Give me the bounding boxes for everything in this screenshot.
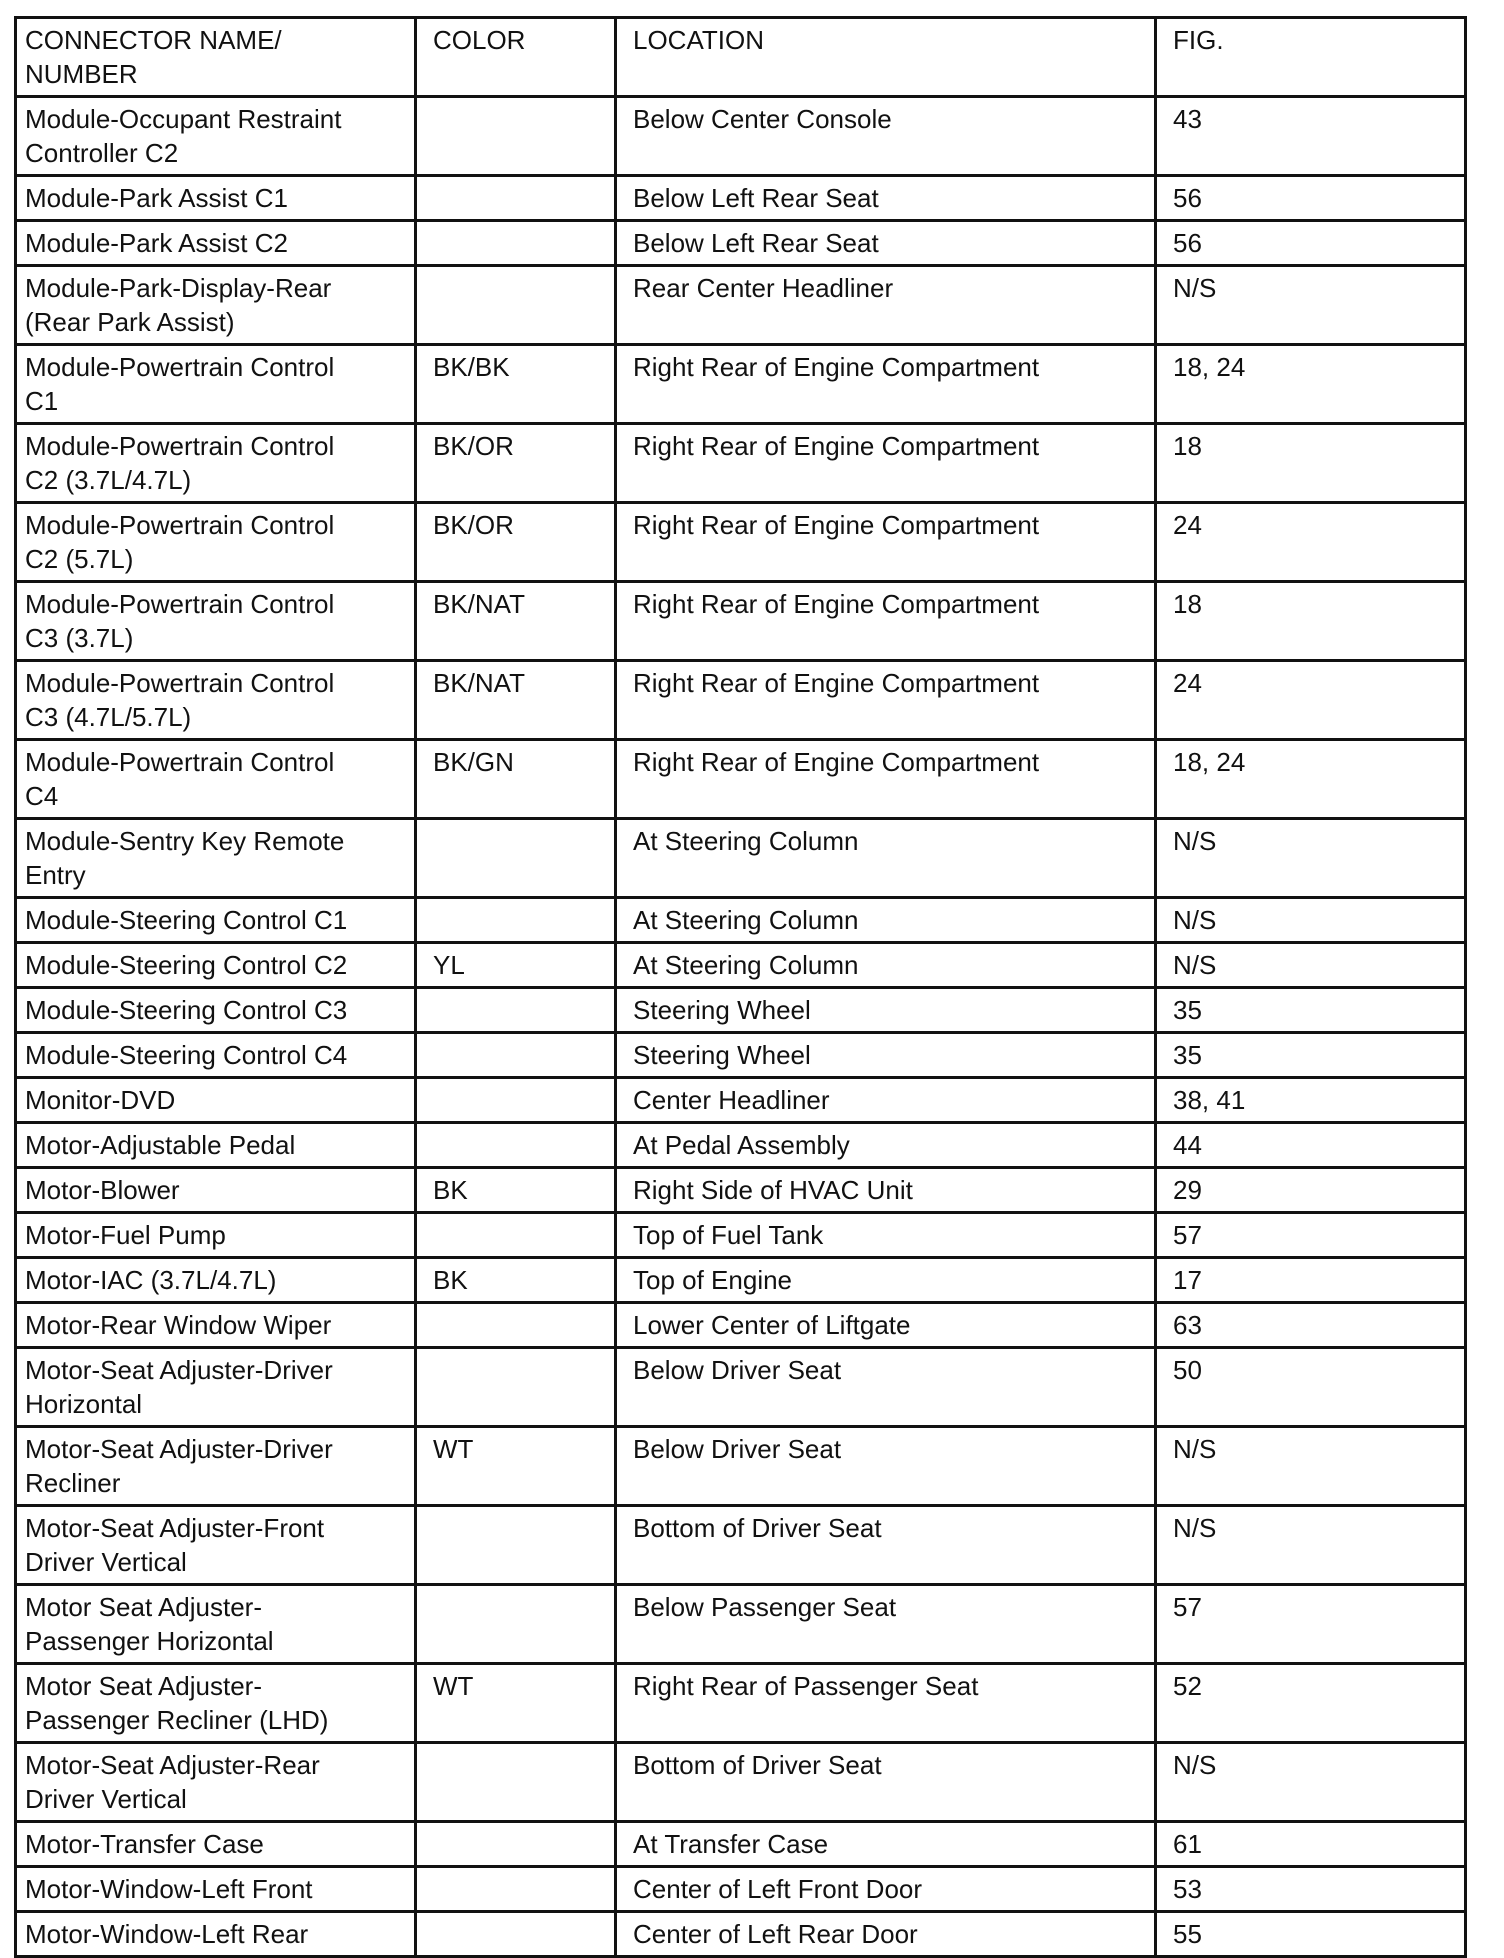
cell-color (416, 1822, 616, 1867)
cell-fig: 38, 41 (1156, 1078, 1466, 1123)
cell-color: BK/OR (416, 503, 616, 582)
cell-connector-name: Module-Powertrain Control C2 (3.7L/4.7L) (16, 424, 416, 503)
cell-location: Top of Fuel Tank (616, 1213, 1156, 1258)
cell-color: BK/BK (416, 345, 616, 424)
cell-fig: 18 (1156, 582, 1466, 661)
cell-color: BK/NAT (416, 661, 616, 740)
table-row (16, 1078, 1466, 1123)
cell-fig: N/S (1156, 266, 1466, 345)
cell-location: Right Rear of Engine Compartment (616, 740, 1156, 819)
cell-color: BK (416, 1168, 616, 1213)
cell-location: Bottom of Driver Seat (616, 1743, 1156, 1822)
cell-connector-name: Module-Steering Control C3 (16, 988, 416, 1033)
cell-fig: N/S (1156, 819, 1466, 898)
cell-color (416, 1078, 616, 1123)
cell-color: BK/GN (416, 740, 616, 819)
cell-fig: N/S (1156, 1506, 1466, 1585)
cell-connector-name: Motor-Blower (16, 1168, 416, 1213)
cell-connector-name: Motor-Seat Adjuster-Front Driver Vertical (16, 1506, 416, 1585)
table-row (16, 1822, 1466, 1867)
cell-connector-name: Motor-Rear Window Wiper (16, 1303, 416, 1348)
cell-connector-name: Module-Occupant Restraint Controller C2 (16, 97, 416, 176)
cell-connector-name: Motor-IAC (3.7L/4.7L) (16, 1258, 416, 1303)
table-row (16, 1867, 1466, 1912)
cell-location: Below Passenger Seat (616, 1585, 1156, 1664)
table-row (16, 503, 1466, 582)
cell-fig: 24 (1156, 503, 1466, 582)
header-connector-name: CONNECTOR NAME/ NUMBER (16, 18, 416, 97)
cell-fig: N/S (1156, 1427, 1466, 1506)
table-row (16, 943, 1466, 988)
cell-connector-name: Motor-Transfer Case (16, 1822, 416, 1867)
cell-fig: 43 (1156, 97, 1466, 176)
table-row (16, 345, 1466, 424)
table-header-row (16, 18, 1466, 97)
cell-connector-name: Module-Powertrain Control C4 (16, 740, 416, 819)
cell-location: Right Rear of Engine Compartment (616, 503, 1156, 582)
cell-fig: 18, 24 (1156, 740, 1466, 819)
cell-fig: 61 (1156, 1822, 1466, 1867)
cell-color (416, 819, 616, 898)
cell-fig: 35 (1156, 1033, 1466, 1078)
cell-color (416, 97, 616, 176)
cell-color: WT (416, 1427, 616, 1506)
cell-connector-name: Motor-Window-Left Rear (16, 1912, 416, 1957)
table-row (16, 898, 1466, 943)
cell-color (416, 1123, 616, 1168)
cell-location: At Pedal Assembly (616, 1123, 1156, 1168)
cell-location: Below Left Rear Seat (616, 176, 1156, 221)
cell-fig: 50 (1156, 1348, 1466, 1427)
table-row (16, 1033, 1466, 1078)
cell-location: Right Side of HVAC Unit (616, 1168, 1156, 1213)
cell-connector-name: Motor Seat Adjuster- Passenger Horizontal (16, 1585, 416, 1664)
cell-location: At Transfer Case (616, 1822, 1156, 1867)
cell-connector-name: Motor-Adjustable Pedal (16, 1123, 416, 1168)
cell-location: Below Driver Seat (616, 1427, 1156, 1506)
table-row (16, 266, 1466, 345)
cell-connector-name: Module-Powertrain Control C3 (4.7L/5.7L) (16, 661, 416, 740)
cell-location: Bottom of Driver Seat (616, 1506, 1156, 1585)
cell-connector-name: Motor-Fuel Pump (16, 1213, 416, 1258)
cell-color: BK (416, 1258, 616, 1303)
cell-color (416, 1348, 616, 1427)
cell-color: YL (416, 943, 616, 988)
cell-location: Below Center Console (616, 97, 1156, 176)
cell-fig: 18, 24 (1156, 345, 1466, 424)
cell-location: Right Rear of Passenger Seat (616, 1664, 1156, 1743)
cell-location: Right Rear of Engine Compartment (616, 345, 1156, 424)
cell-color (416, 1912, 616, 1957)
cell-fig: 17 (1156, 1258, 1466, 1303)
cell-color (416, 1743, 616, 1822)
cell-color (416, 1585, 616, 1664)
cell-color: BK/OR (416, 424, 616, 503)
cell-location: Center of Left Rear Door (616, 1912, 1156, 1957)
cell-location: Top of Engine (616, 1258, 1156, 1303)
header-fig: FIG. (1156, 18, 1466, 97)
cell-location: Right Rear of Engine Compartment (616, 424, 1156, 503)
cell-connector-name: Module-Powertrain Control C3 (3.7L) (16, 582, 416, 661)
table-row (16, 582, 1466, 661)
table-row (16, 176, 1466, 221)
cell-connector-name: Motor-Seat Adjuster-Rear Driver Vertical (16, 1743, 416, 1822)
table-row (16, 1213, 1466, 1258)
cell-fig: 24 (1156, 661, 1466, 740)
cell-color (416, 221, 616, 266)
cell-location: Below Left Rear Seat (616, 221, 1156, 266)
cell-connector-name: Motor-Window-Left Front (16, 1867, 416, 1912)
cell-fig: 35 (1156, 988, 1466, 1033)
table-row (16, 221, 1466, 266)
cell-color (416, 1033, 616, 1078)
cell-location: Rear Center Headliner (616, 266, 1156, 345)
cell-fig: N/S (1156, 1743, 1466, 1822)
table-row (16, 988, 1466, 1033)
table-row (16, 1303, 1466, 1348)
cell-color (416, 1213, 616, 1258)
cell-location: At Steering Column (616, 898, 1156, 943)
cell-fig: 52 (1156, 1664, 1466, 1743)
table-row (16, 1348, 1466, 1427)
header-location: LOCATION (616, 18, 1156, 97)
document-page (14, 16, 1464, 1958)
cell-location: Steering Wheel (616, 1033, 1156, 1078)
cell-connector-name: Module-Steering Control C2 (16, 943, 416, 988)
cell-color: WT (416, 1664, 616, 1743)
connector-table (14, 16, 1467, 1958)
cell-fig: 55 (1156, 1912, 1466, 1957)
table-row (16, 1743, 1466, 1822)
cell-location: At Steering Column (616, 819, 1156, 898)
cell-connector-name: Module-Park Assist C1 (16, 176, 416, 221)
cell-color (416, 266, 616, 345)
table-row (16, 1585, 1466, 1664)
cell-fig: 56 (1156, 176, 1466, 221)
table-row (16, 1168, 1466, 1213)
cell-color: BK/NAT (416, 582, 616, 661)
cell-location: Steering Wheel (616, 988, 1156, 1033)
cell-color (416, 1506, 616, 1585)
cell-connector-name: Monitor-DVD (16, 1078, 416, 1123)
cell-fig: 44 (1156, 1123, 1466, 1168)
table-row (16, 1912, 1466, 1957)
cell-fig: 63 (1156, 1303, 1466, 1348)
table-row (16, 1664, 1466, 1743)
cell-connector-name: Module-Park Assist C2 (16, 221, 416, 266)
cell-connector-name: Module-Park-Display-Rear (Rear Park Assist) (16, 266, 416, 345)
cell-color (416, 898, 616, 943)
table-row (16, 819, 1466, 898)
cell-location: At Steering Column (616, 943, 1156, 988)
table-body (16, 97, 1466, 1957)
table-row (16, 1258, 1466, 1303)
table-row (16, 740, 1466, 819)
table-row (16, 1123, 1466, 1168)
cell-color (416, 988, 616, 1033)
cell-fig: 57 (1156, 1213, 1466, 1258)
cell-connector-name: Motor-Seat Adjuster-Driver Recliner (16, 1427, 416, 1506)
cell-fig: 57 (1156, 1585, 1466, 1664)
cell-fig: 29 (1156, 1168, 1466, 1213)
cell-location: Lower Center of Liftgate (616, 1303, 1156, 1348)
cell-location: Below Driver Seat (616, 1348, 1156, 1427)
cell-fig: 18 (1156, 424, 1466, 503)
cell-location: Right Rear of Engine Compartment (616, 582, 1156, 661)
cell-connector-name: Module-Steering Control C4 (16, 1033, 416, 1078)
cell-location: Center Headliner (616, 1078, 1156, 1123)
cell-color (416, 176, 616, 221)
header-color: COLOR (416, 18, 616, 97)
cell-connector-name: Module-Powertrain Control C2 (5.7L) (16, 503, 416, 582)
cell-location: Right Rear of Engine Compartment (616, 661, 1156, 740)
cell-color (416, 1303, 616, 1348)
cell-connector-name: Motor-Seat Adjuster-Driver Horizontal (16, 1348, 416, 1427)
cell-connector-name: Module-Powertrain Control C1 (16, 345, 416, 424)
table-row (16, 424, 1466, 503)
cell-color (416, 1867, 616, 1912)
cell-location: Center of Left Front Door (616, 1867, 1156, 1912)
table-row (16, 1427, 1466, 1506)
cell-connector-name: Module-Sentry Key Remote Entry (16, 819, 416, 898)
table-row (16, 97, 1466, 176)
table-row (16, 661, 1466, 740)
cell-fig: N/S (1156, 898, 1466, 943)
cell-fig: 56 (1156, 221, 1466, 266)
table-row (16, 1506, 1466, 1585)
cell-fig: N/S (1156, 943, 1466, 988)
cell-fig: 53 (1156, 1867, 1466, 1912)
cell-connector-name: Module-Steering Control C1 (16, 898, 416, 943)
cell-connector-name: Motor Seat Adjuster- Passenger Recliner (LHD) (16, 1664, 416, 1743)
